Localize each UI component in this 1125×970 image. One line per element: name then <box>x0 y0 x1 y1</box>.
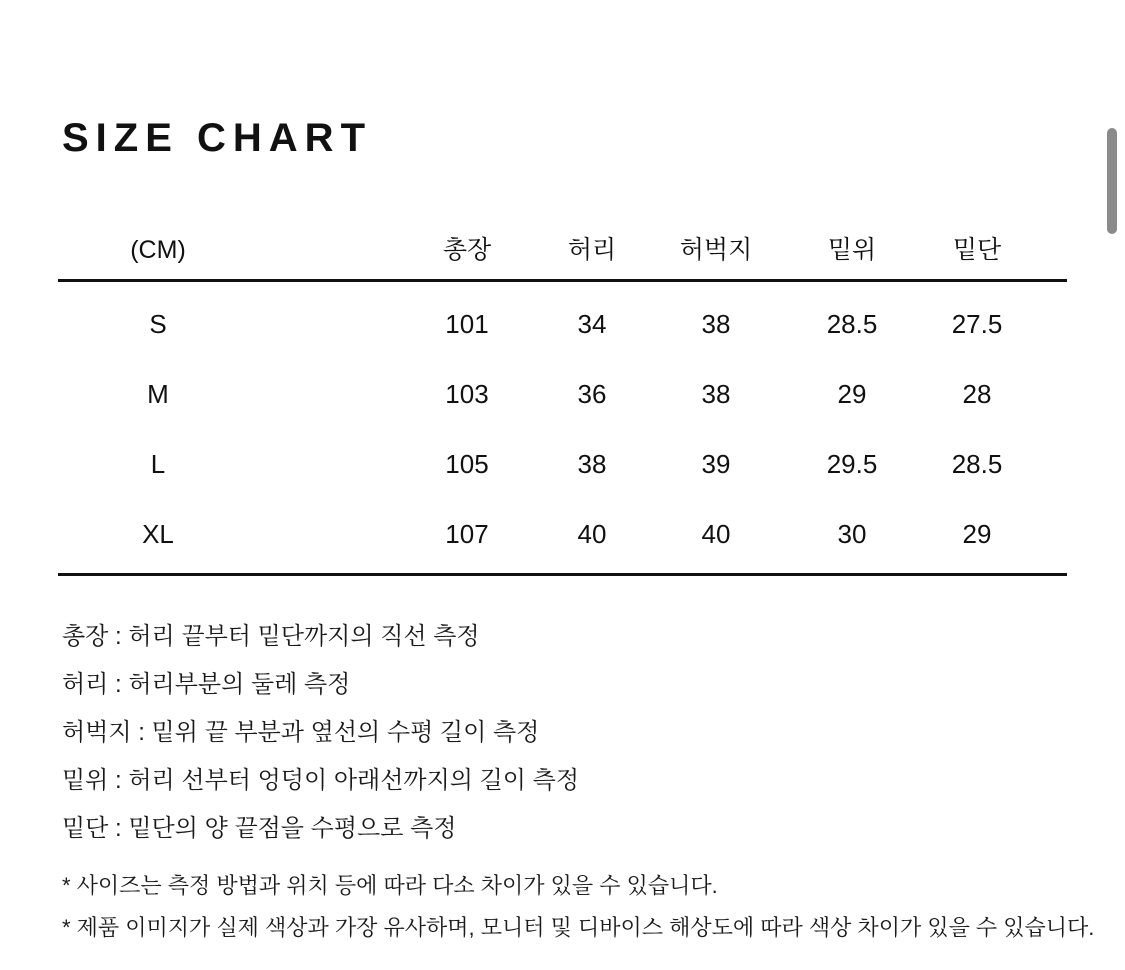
size-value: 28.5 <box>951 449 1003 479</box>
size-value: 40 <box>577 519 607 549</box>
table-header-row <box>58 233 1067 267</box>
table-rule-top <box>58 279 1067 282</box>
size-value: 101 <box>445 309 489 339</box>
size-value: 28 <box>962 379 992 409</box>
column-header-mitdan: 밑단 <box>952 236 1002 264</box>
size-value: 38 <box>701 379 731 409</box>
guide-line-heobeokji: 허벅지 : 밑위 끝 부분과 옆선의 수평 길이 측정 <box>62 719 540 746</box>
size-label: M <box>147 379 169 409</box>
unit-label: (CM) <box>130 236 186 264</box>
size-value: 28.5 <box>826 309 878 339</box>
column-header-mitwi: 밑위 <box>827 236 877 264</box>
measurement-guide <box>62 613 579 853</box>
size-label: XL <box>142 519 174 549</box>
size-value: 29 <box>962 519 992 549</box>
size-value: 38 <box>701 309 731 339</box>
size-value: 107 <box>445 519 489 549</box>
size-value: 29 <box>837 379 867 409</box>
column-header-heori: 허리 <box>567 236 617 264</box>
footnote-size-disclaimer: * 사이즈는 측정 방법과 위치 등에 따라 다소 차이가 있을 수 있습니다. <box>62 873 718 898</box>
size-value: 30 <box>837 519 867 549</box>
table-row-xl <box>58 517 1067 551</box>
guide-line-chongjang: 총장 : 허리 끝부터 밑단까지의 직선 측정 <box>62 623 480 650</box>
size-value: 103 <box>445 379 489 409</box>
size-table <box>58 225 1067 577</box>
guide-line-mitwi: 밑위 : 허리 선부터 엉덩이 아래선까지의 길이 측정 <box>62 767 580 794</box>
table-row-m <box>58 377 1067 411</box>
size-value: 36 <box>577 379 607 409</box>
column-header-chongjang: 총장 <box>442 236 492 264</box>
table-rule-bottom <box>58 573 1067 576</box>
guide-line-mitdan: 밑단 : 밑단의 양 끝점을 수평으로 측정 <box>62 815 457 842</box>
footnote-color-disclaimer: * 제품 이미지가 실제 색상과 가장 유사하며, 모니터 및 디바이스 해상도에 따라 색상 차이가 있을 수 있습니다. <box>62 915 1095 940</box>
scrollbar-thumb[interactable] <box>1107 128 1117 234</box>
size-value: 29.5 <box>826 449 878 479</box>
size-value: 105 <box>445 449 489 479</box>
size-value: 34 <box>577 309 607 339</box>
page-title: SIZE CHART <box>62 116 372 160</box>
table-row-l <box>58 447 1067 481</box>
table-row-s <box>58 307 1067 341</box>
size-value: 40 <box>701 519 731 549</box>
guide-line-heori: 허리 : 허리부분의 둘레 측정 <box>62 671 351 698</box>
column-header-heobeokji: 허벅지 <box>679 236 753 264</box>
footnotes <box>62 865 1094 949</box>
size-label: S <box>149 309 167 339</box>
size-value: 38 <box>577 449 607 479</box>
size-label: L <box>150 449 166 479</box>
size-value: 27.5 <box>951 309 1003 339</box>
size-value: 39 <box>701 449 731 479</box>
